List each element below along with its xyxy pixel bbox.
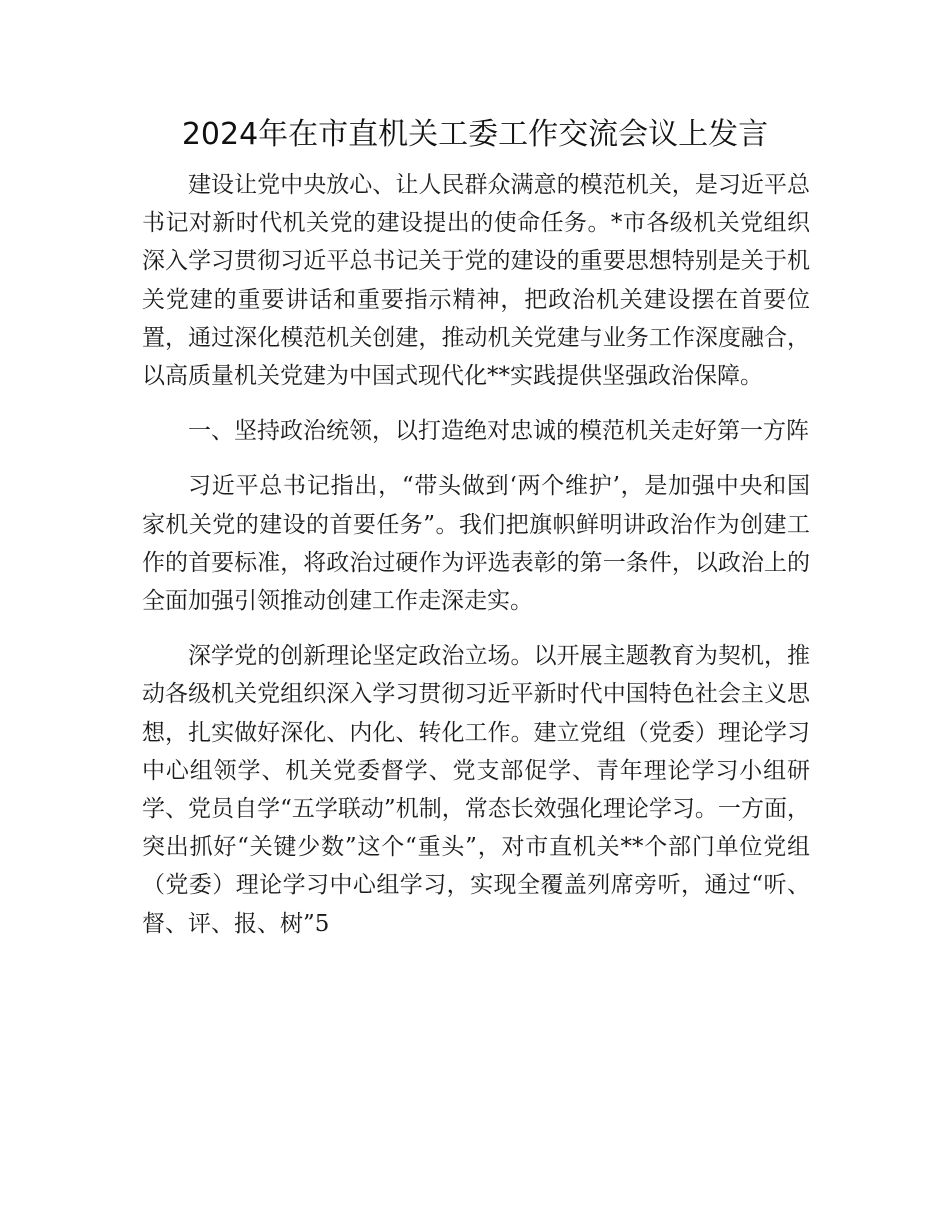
section-heading-1: 一、坚持政治统领，以打造绝对忠诚的模范机关走好第一方阵 — [188, 418, 809, 445]
paragraph-intro: 建设让党中央放心、让人民群众满意的模范机关，是习近平总书记对新时代机关党的建设提出的使命任务。*市各级机关党组织深入学习贯彻习近平总书记关于党的建设的重要思想特别是关于机关党建的重要讲话和重要指示精神，把政治机关建设摆在首要位置，通过深化模范机关创建，推动机关党建与业务工作深度融合，以高质量机关党建为中国式现代化**实践提供坚强政治保障。 — [142, 172, 810, 390]
paragraph-section-1: 习近平总书记指出，“带头做到‘两个维护’，是加强中央和国家机关党的建设的首要任务”。我们把旗帜鲜明讲政治作为创建工作的首要标准，将政治过硬作为评选表彰的第一条件，以政治上的全面加强引领推动创建工作走深走实。 — [142, 473, 810, 615]
document-body — [142, 166, 810, 943]
document-title: 2024年在市直机关工委工作交流会议上发言 — [181, 117, 769, 152]
paragraph-theory-study: 深学党的创新理论坚定政治立场。以开展主题教育为契机，推动各级机关党组织深入学习贯彻习近平新时代中国特色社会主义思想，扎实做好深化、内化、转化工作。建立党组（党委）理论学习中心组领学、机关党委督学、党支部促学、青年理论学习小组研学、党员自学“五学联动”机制，常态长效强化理论学习。一方面，突出抓好“关键少数”这个“重头”，对市直机关**个部门单位党组（党委）理论学习中心组学习，实现全覆盖列席旁听，通过“听、督、评、报、树”5 — [142, 643, 810, 937]
